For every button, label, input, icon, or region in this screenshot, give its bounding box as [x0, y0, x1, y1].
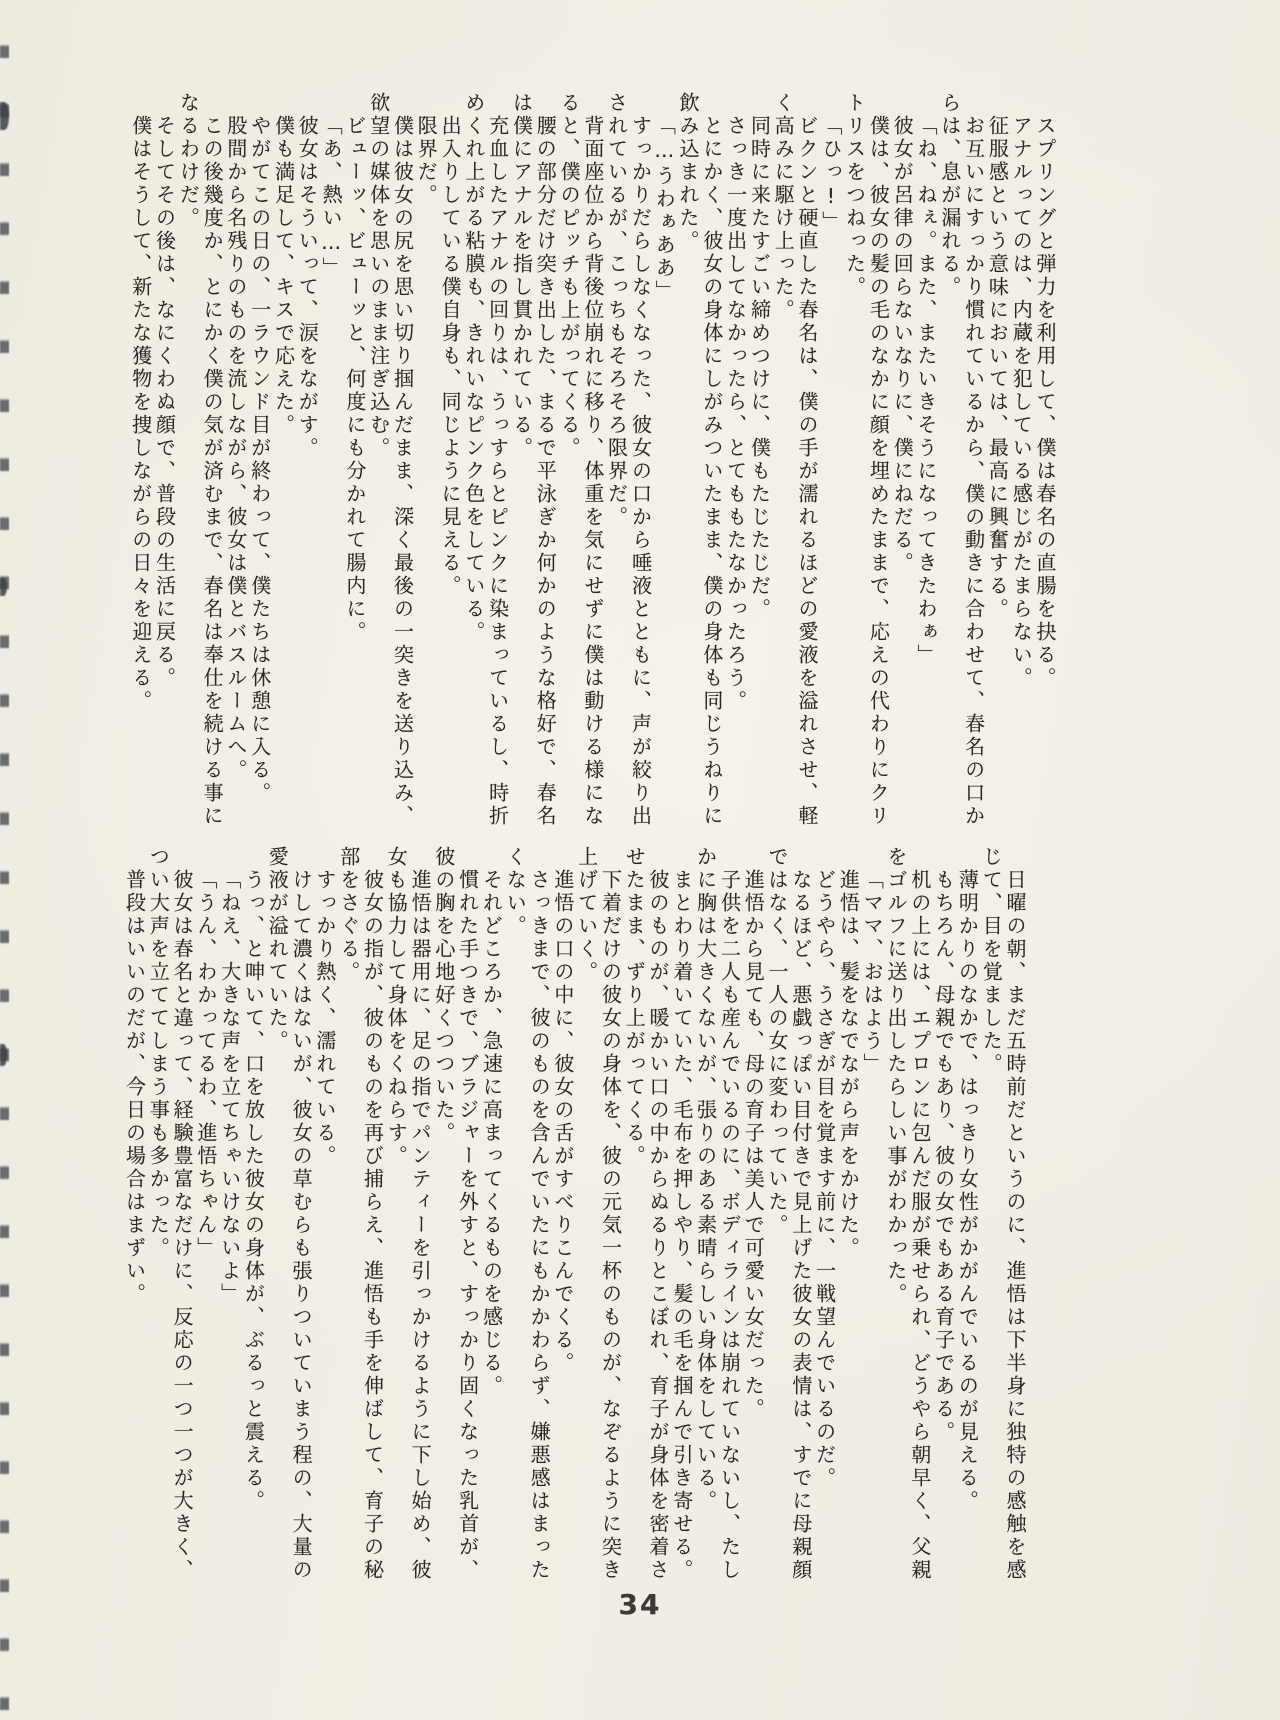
paragraph: 彼女は春名と違って、経験豊富なだけに、反応の一つ一つが大きく、つい大声を立ててしまう事も多かった。: [146, 846, 195, 1582]
paragraph: なるほど、悪戯っぽい目付きで見上げた彼女の表情は、すでに母親顔ではなく、一人の女に変わっていた。: [765, 846, 813, 1582]
paragraph: 腰の部分だけ突き出した、まるで平泳ぎか何かのような格好で、春名は僕にアナルを指し貫かれている。: [509, 92, 558, 828]
paragraph: 彼女が呂律の回らないなりに、僕にねだる。: [890, 115, 915, 575]
story-block-top: [128, 92, 1056, 828]
story-block-bottom: [122, 846, 1026, 1582]
paragraph: 同時に来たすごい締めつけに、僕もたじたじだ。: [747, 115, 772, 621]
paragraph: どうやら、うさぎが目を覚ます前に、一戦望んでいるのだ。: [812, 869, 837, 1490]
paragraph: けして濃くはないが、彼女の草むらも張りついていまう程の、大量の愛液が溢れていた。: [265, 846, 314, 1582]
paragraph: 征服感という意味においては、最高に興奮する。: [985, 115, 1010, 621]
scan-artifact: [0, 102, 9, 130]
scan-artifact: [0, 578, 7, 596]
paragraph: 机の上には、エプロンに包んだ服が乗せられ、どうやら朝早く、父親をゴルフに送り出したらしい事がわかった。: [884, 846, 932, 1582]
paragraph: 普段はいいのだが、今日の場合はまずい。: [122, 869, 147, 1306]
paragraph: 薄明かりのなかで、はっきり女性がかがんでいるのが見える。: [955, 869, 980, 1513]
paragraph: 進悟は、髪をなでながら声をかけた。: [836, 869, 861, 1260]
paragraph: 「ママ、おはよう」: [860, 869, 885, 1076]
paragraph: 「ね、ねぇ。また、またいきそうになってきたわぁ」: [914, 115, 939, 667]
paragraph: そしてその後は、なにくわぬ顔で、普段の生活に戻る。: [152, 115, 177, 690]
paragraph: まとわり着いていた、毛布を押しやり、髪の毛を掴んで引き寄せる。: [669, 869, 694, 1582]
paragraph: すっかり熱く、濡れている。: [312, 869, 337, 1168]
paragraph: お互いにすっかり慣れているから、僕の動きに合わせて、春名の口からは、息が漏れる。: [937, 92, 986, 828]
paragraph: アナルってのは、内蔵を犯している感じがたまらない。: [1009, 115, 1034, 690]
paragraph: 進悟から見ても、母の育子は美人で可愛い女だった。: [741, 869, 766, 1421]
paragraph: さっきまで、彼のものを含んでいたにもかかわらず、嫌悪感はまったくない。: [503, 846, 552, 1582]
paragraph: 僕は彼女の尻を思い切り掴んだまま、深く最後の一突きを送り込み、欲望の媒体を思いのまま注ぎ込む。: [366, 92, 415, 828]
paragraph: さっき一度出してなかったら、とてももたなかったろう。: [723, 115, 748, 713]
paragraph: 進悟の口の中に、彼女の舌がすべりこんでくる。: [550, 869, 575, 1375]
paragraph: 僕は、彼女の髪の毛のなかに顔を埋めたままで、応えの代わりにクリトリスをつねった。: [842, 92, 891, 828]
paragraph: すっかりだらしなくなった、彼女の口から唾液とともに、声が絞り出されているが、こっちもそろそろ限界だ。: [604, 92, 653, 828]
paragraph: うっ、と呻いて、口を放した彼女の身体が、ぶるっと震える。: [241, 869, 266, 1513]
paragraph: 彼女はそういって、涙をながす。: [295, 115, 320, 460]
paragraph: 「あ、熱い…」: [319, 115, 344, 280]
paragraph: それどころか、急速に高まってくるものを感じる。: [479, 869, 504, 1398]
paragraph: 「…うわぁああ」: [652, 115, 677, 303]
paragraph: 僕はそうして、新たな獲物を捜しながらの日々を迎える。: [128, 115, 153, 713]
paragraph: 充血したアナルの回りは、うっすらとピンクに染まっているし、時折めくれ上がる粘膜も、きれいなピンク色をしている。: [461, 92, 510, 828]
paragraph: とにかく、彼女の身体にしがみついたまま、僕の身体も同じうねりに飲み込まれた。: [676, 92, 724, 828]
scan-artifact: [0, 1044, 7, 1066]
paragraph: 「うん、わかってるわ、進悟ちゃん」: [193, 869, 218, 1260]
paragraph: 彼女の指が、彼のものを再び捕らえ、進悟も手を伸ばして、育子の秘部をさぐる。: [336, 846, 385, 1582]
paragraph: ビクンと硬直した春名は、僕の手が濡れるほどの愛液を溢れさせ、軽く高みに駆け上った。: [771, 92, 820, 828]
paragraph: 彼のものが、暖かい口の中からぬるりとこぼれ、育子が身体を密着させたまま、ずり上がってくる。: [622, 846, 671, 1582]
paragraph: 慣れた手つきで、ブラジャーを外すと、すっかり固くなった乳首が、彼の胸を心地好くつついた。: [431, 846, 480, 1582]
paragraph: やがてこの日の、一ラウンド目が終わって、僕たちは休憩に入る。: [247, 115, 272, 805]
page-number: 34: [618, 1588, 662, 1621]
binding-marks: [0, 0, 9, 1720]
paragraph: 股間から名残りのものを流しながら、彼女は僕とバスルームへ。: [223, 115, 248, 782]
paragraph: もちろん、母親でもあり、彼の女でもある育子である。: [931, 869, 956, 1444]
paragraph: 日曜の朝、まだ五時前だというのに、進悟は下半身に独特の感触を感じて、目を覚ました。: [979, 846, 1027, 1582]
paragraph: 限界だ。: [414, 115, 439, 207]
paragraph: 僕も満足して、キスで応えた。: [271, 115, 296, 437]
paragraph: 子供を二人も産んでいるのに、ボディラインは崩れていないし、たしかに胸は大きくないが、張りのある素晴らしい身体をしている。: [693, 846, 742, 1582]
paragraph: ビューッ、ビューッと、何度にも分かれて腸内に。: [342, 115, 367, 644]
paragraph: スプリングと弾力を利用して、僕は春名の直腸を抉る。: [1033, 115, 1057, 690]
paragraph: この後幾度か、とにかく僕の気が済むまで、春名は奉仕を続ける事になるわけだ。: [176, 92, 225, 828]
paragraph: 進悟は器用に、足の指でパンティーを引っかけるように下し始め、彼女も協力して身体をくねらす。: [384, 846, 433, 1582]
paragraph: 「ねえ、大きな声を立てちゃいけないよ」: [217, 869, 242, 1306]
paragraph: 「ひっ!」: [818, 115, 843, 234]
paragraph: 下着だけの彼女の身体を、彼の元気一杯のものが、なぞるように突き上げていく。: [574, 846, 623, 1582]
paragraph: 出入りしている僕自身も、同じように見える。: [438, 115, 463, 598]
paragraph: 背面座位から背後位崩れに移り、体重を気にせずに僕は動ける様になると、僕のピッチも上がってくる。: [557, 92, 605, 828]
